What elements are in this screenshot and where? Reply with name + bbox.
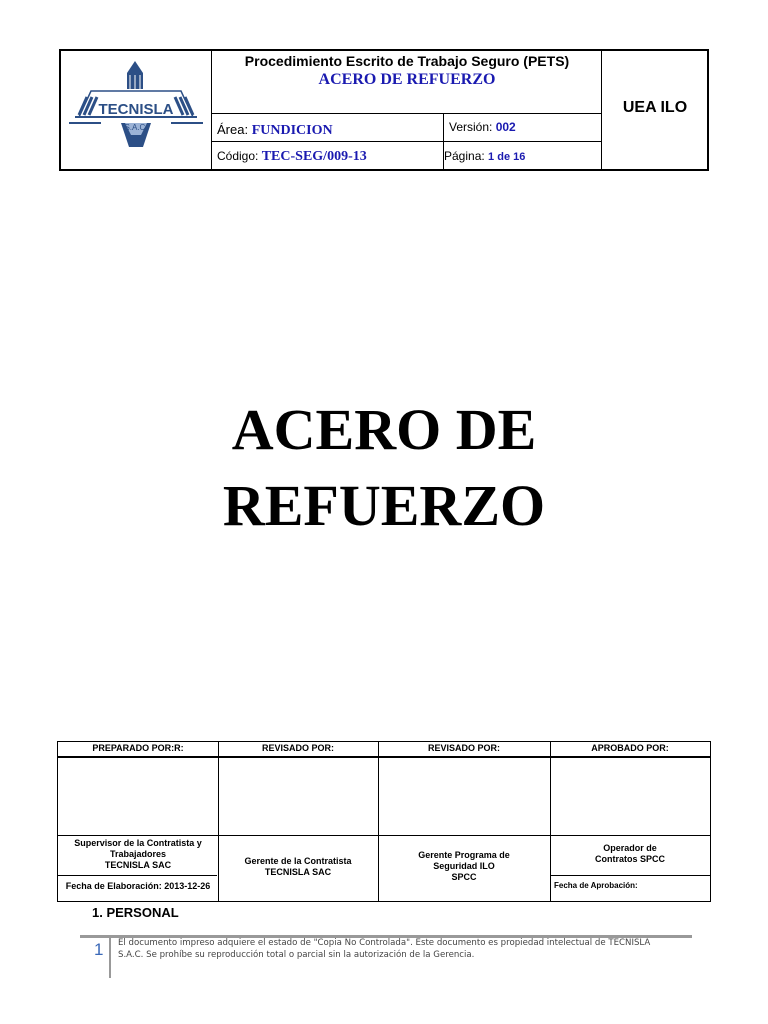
sig-header-approved: APROBADO POR: — [591, 743, 669, 753]
footer-divider — [109, 936, 111, 978]
sig-divider — [58, 875, 217, 876]
sig-divider — [550, 875, 710, 876]
sig-role-line: Seguridad ILO — [433, 861, 495, 871]
header-divider — [211, 51, 212, 169]
sig-role-line: Contratos SPCC — [594, 854, 665, 864]
sig-role-line: Supervisor de la Contratista y — [74, 838, 202, 848]
procedure-subtitle: ACERO DE REFUERZO — [318, 71, 496, 88]
document-title-line1: ACERO DE — [231, 397, 537, 462]
unit-label: UEA ILO — [622, 99, 688, 116]
page-field — [444, 149, 525, 163]
elaboration-date: Fecha de Elaboración: 2013-12-26 — [65, 881, 211, 891]
logo-text: TECNISLA — [98, 101, 174, 118]
sig-header-reviewed-1: REVISADO POR: — [261, 743, 334, 753]
footer-disclaimer — [118, 937, 678, 961]
sig-header-reviewed-2: REVISADO POR: — [427, 743, 500, 753]
code-field — [217, 149, 367, 165]
footer-disclaimer-line: S.A.C. Se prohíbe su reproducción total o parcial sin la autorización de la Gerencia. — [118, 950, 475, 960]
footer-disclaimer-line: El documento impreso adquiere el estado de "Copia No Controlada". Este documento es propiedad intelectual de TECNISLA — [118, 938, 651, 948]
signature-table — [57, 741, 711, 902]
section-heading: 1. PERSONAL — [92, 905, 179, 920]
footer-page-number: 1 — [94, 940, 104, 959]
document-title — [0, 392, 768, 544]
header-divider — [211, 113, 601, 114]
header-divider — [211, 141, 601, 142]
version-label: Versión: — [449, 120, 493, 134]
approval-date: Fecha de Aprobación: — [554, 881, 638, 890]
page-label: Página: — [444, 149, 485, 163]
page-value: 1 de 16 — [488, 151, 526, 163]
sig-role-line: TECNISLA SAC — [104, 860, 172, 870]
sig-header-prepared: PREPARADO POR:R: — [92, 743, 184, 753]
sig-role-line: SPCC — [451, 872, 477, 882]
version-value: 002 — [495, 120, 516, 134]
sig-role-line: Trabajadores — [109, 849, 167, 859]
area-label: Área: — [217, 122, 249, 137]
company-logo — [61, 51, 211, 169]
logo-subtext: S.A.C. — [124, 123, 148, 132]
sig-role-prepared — [58, 838, 218, 871]
document-header — [59, 49, 709, 171]
sig-role-line: TECNISLA SAC — [264, 867, 332, 877]
sig-divider — [58, 835, 710, 836]
sig-role-line: Gerente Programa de — [418, 850, 510, 860]
procedure-title: Procedimiento Escrito de Trabajo Seguro (PETS) — [244, 53, 570, 69]
sig-role-approved — [550, 843, 710, 865]
version-field — [449, 120, 516, 134]
sig-role-line: Gerente de la Contratista — [244, 856, 352, 866]
sig-role-reviewed-1 — [218, 856, 378, 878]
area-field — [217, 122, 333, 139]
sig-role-reviewed-2 — [378, 850, 550, 883]
sig-divider — [58, 757, 710, 758]
area-value: FUNDICION — [251, 123, 333, 138]
code-value: TEC-SEG/009-13 — [261, 149, 367, 164]
sig-divider — [550, 742, 551, 901]
document-title-line2: REFUERZO — [222, 473, 546, 538]
code-label: Código: — [217, 149, 259, 163]
sig-role-line: Operador de — [603, 843, 657, 853]
